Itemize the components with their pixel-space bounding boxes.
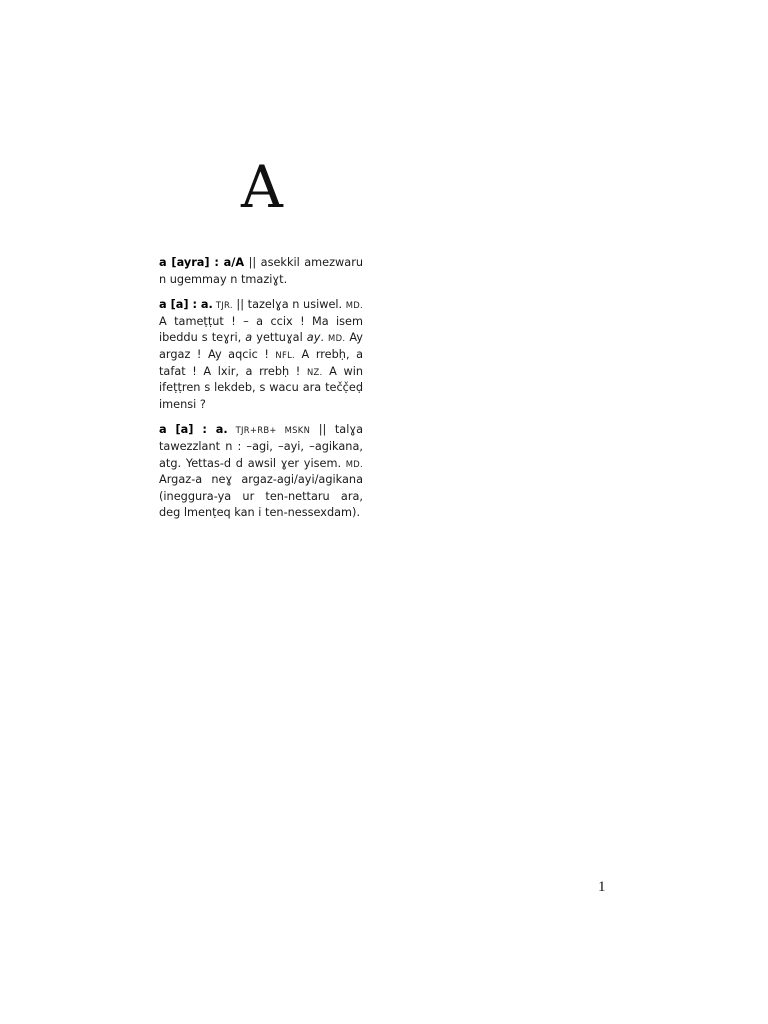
- entry-definition-text: A rrebḥ, a tafat ! A lxir, a rrebḥ !: [159, 347, 363, 378]
- entry-definition-text: A win ifeṭṭren s lekdeb, s wacu ara tečč̣eḍ imensi ?: [159, 364, 363, 411]
- entry-definition-text: yettuɣal: [252, 331, 307, 345]
- entry-source-label: MD.: [345, 300, 363, 311]
- entry-headword: a [a] : a.: [159, 423, 228, 437]
- section-letter-heading: A: [241, 153, 284, 221]
- entry-definition-text: || talɣa tawezzlant n : –agi, –ayi, –agikana, atg. Yettas-d d awsil ɣer yisem.: [159, 423, 363, 470]
- entry-definition-text: || tazelɣa n usiwel.: [232, 298, 346, 312]
- entry-definition-text: || asekkil amezwaru n ugemmay n tmaziɣt.: [159, 256, 363, 286]
- entry-headword: a [a] : a.: [159, 298, 213, 312]
- entry-definition-text: Argaz-a neɣ argaz-agi/ayi/agikana (ineggura-ya ur ten-nettaru ara, deg lmenṭeq kan i ten-nessexdam).: [159, 473, 363, 520]
- page-number: 1: [598, 879, 606, 895]
- entry-source-label: TJR.: [212, 300, 233, 311]
- entry-source-label: NFL.: [275, 349, 296, 360]
- entry-italic-text: a: [245, 331, 253, 345]
- entry-source-label: MD.: [345, 458, 363, 469]
- entry-source-label: NZ.: [306, 366, 323, 377]
- entry-definition-text: A tameṭṭut ! – a ccix ! Ma isem ibeddu s teɣri,: [159, 314, 363, 345]
- dictionary-entry: [159, 255, 363, 288]
- dictionary-entries: [159, 255, 363, 531]
- entry-source-label: MD.: [328, 333, 346, 344]
- entry-headword: a [ayra] : a/A: [159, 256, 245, 269]
- entry-definition-text: Ay argaz ! Ay aqcic !: [159, 331, 363, 361]
- entry-source-label: TJR+RB+ MSKN: [227, 425, 311, 436]
- dictionary-entry: [159, 422, 363, 522]
- entry-italic-text: ay: [306, 331, 321, 345]
- entry-definition-text: .: [320, 331, 329, 345]
- dictionary-entry: [159, 297, 363, 413]
